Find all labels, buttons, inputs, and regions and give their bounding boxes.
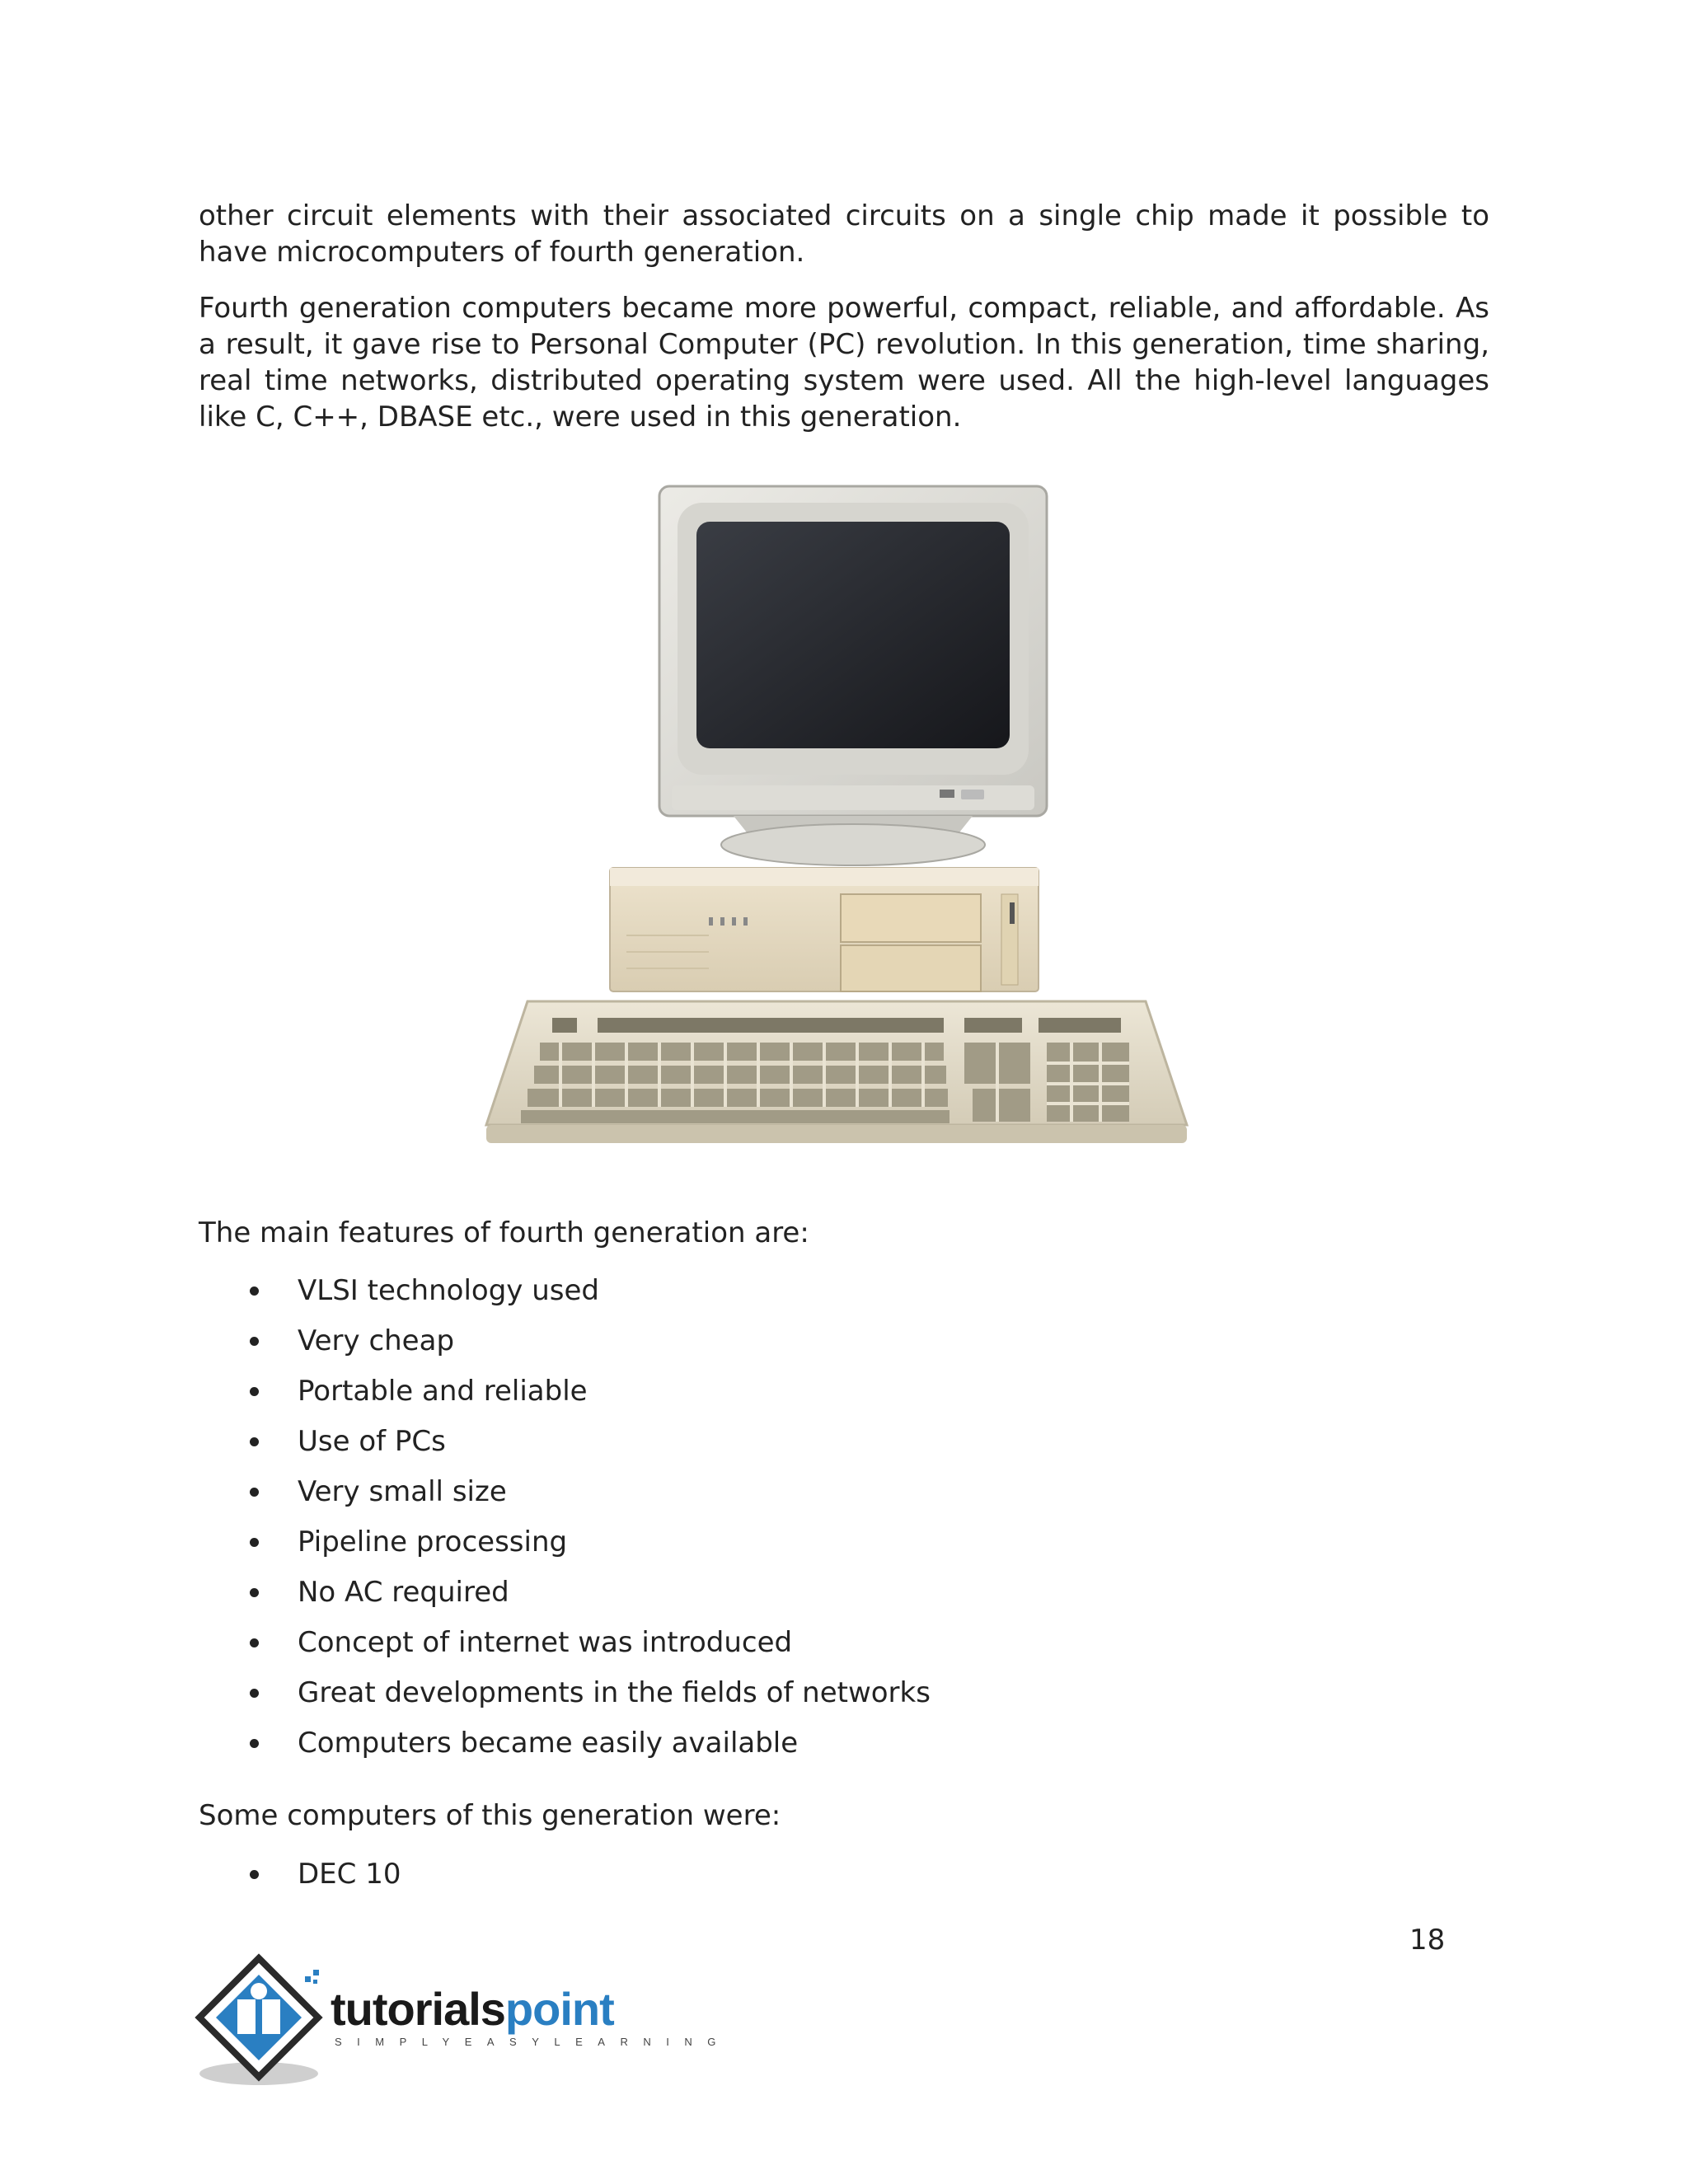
list-item: Portable and reliable	[199, 1373, 931, 1423]
features-intro: The main features of fourth generation are:	[199, 1216, 809, 1249]
list-item: VLSI technology used	[199, 1272, 931, 1323]
paragraph-2: Fourth generation computers became more powerful, compact, reliable, and affordable. As a result, it gave rise to Personal Computer (PC) revolution. In this generation, time sharing, real time networks, distributed operating system were used. All the high-level languages like C, C++, DBASE etc., were used in this generation.	[199, 292, 1489, 434]
bullet-icon	[250, 1488, 259, 1497]
bullet-icon	[250, 1870, 259, 1879]
logo-wordmark: tutorialspoint	[331, 1983, 614, 2035]
logo-tagline: SIMPLYEASYLEARNING	[335, 2036, 731, 2048]
list-item: Very small size	[199, 1474, 931, 1524]
list-item: DEC 10	[199, 1856, 401, 1906]
list-item: Very cheap	[199, 1323, 931, 1373]
bullet-icon	[250, 1638, 259, 1647]
bullet-icon	[250, 1588, 259, 1597]
bullet-icon	[250, 1337, 259, 1346]
logo-emblem-icon	[195, 1952, 335, 2092]
list-item: Pipeline processing	[199, 1524, 931, 1574]
bullet-icon	[250, 1286, 259, 1296]
list-item: Use of PCs	[199, 1423, 931, 1474]
examples-list	[199, 1856, 401, 1906]
list-item: Concept of internet was introduced	[199, 1624, 931, 1675]
paragraph-1: other circuit elements with their associated circuits on a single chip made it possible to have microcomputers of fourth generation.	[199, 199, 1489, 269]
examples-intro: Some computers of this generation were:	[199, 1799, 781, 1832]
bullet-icon	[250, 1689, 259, 1698]
bullet-icon	[250, 1538, 259, 1547]
bullet-icon	[250, 1739, 259, 1748]
list-item: No AC required	[199, 1574, 931, 1624]
features-list	[199, 1272, 931, 1775]
page-number: 18	[1409, 1924, 1446, 1957]
list-item: Computers became easily available	[199, 1725, 931, 1775]
bullet-icon	[250, 1437, 259, 1446]
bullet-icon	[250, 1387, 259, 1396]
list-item: Great developments in the fields of networks	[199, 1675, 931, 1725]
personal-computer-image	[462, 474, 1220, 1162]
tutorialspoint-logo	[195, 1952, 731, 2092]
